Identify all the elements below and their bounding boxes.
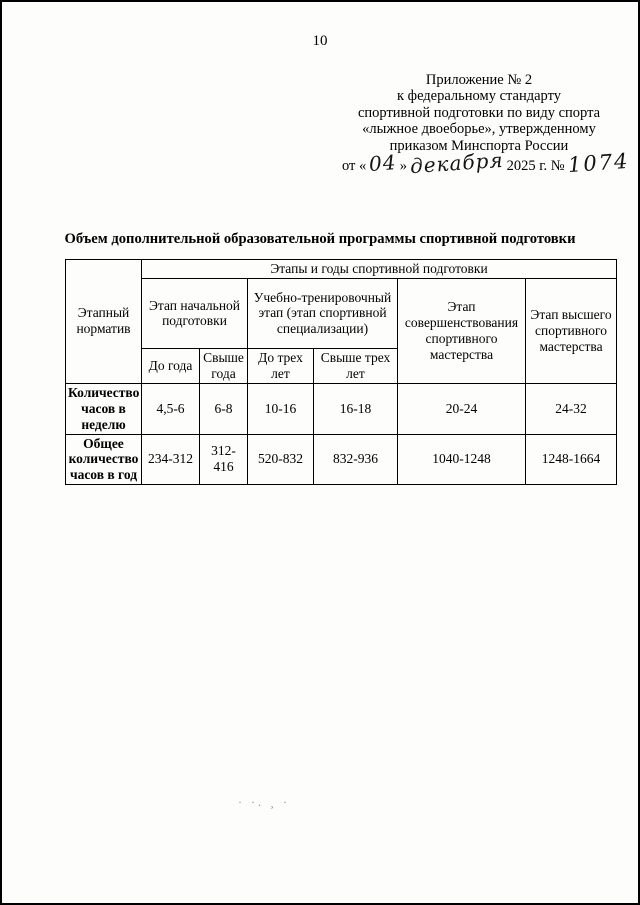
appendix-header xyxy=(342,72,630,185)
sub-header-up-to-three: До трех лет xyxy=(248,348,314,383)
date-prefix: от « xyxy=(342,158,367,175)
table-cell: 1248-1664 xyxy=(526,434,617,485)
page-number: 10 xyxy=(312,33,328,49)
sub-header-over-year: Свыше года xyxy=(200,348,248,383)
table-cell: 24-32 xyxy=(526,383,617,434)
sub-header-up-to-year: До года xyxy=(142,348,200,383)
table-row-hours-per-week xyxy=(66,383,617,434)
group-header-initial-stage: Этап начальной подготовки xyxy=(142,278,248,348)
table-cell: 10-16 xyxy=(248,383,314,434)
table-cell: 520-832 xyxy=(248,434,314,485)
table-cell: 4,5-6 xyxy=(142,383,200,434)
table-row-hours-per-year xyxy=(66,434,617,485)
appendix-line-5: приказом Минспорта России xyxy=(389,137,569,154)
group-header-highest-stage: Этап высшего спортивного мастерства xyxy=(526,278,617,383)
date-year: 2025 г. № xyxy=(506,158,565,175)
document-title: Объем дополнительной образовательной программы спортивной подготовки xyxy=(64,231,576,247)
appendix-line-4: «лыжное двоеборье», утвержденному xyxy=(362,121,596,138)
training-program-table xyxy=(65,259,617,485)
table-cell: 20-24 xyxy=(398,383,526,434)
row-label-hours-per-year: Общее количество часов в год xyxy=(66,434,142,485)
table-cell: 312-416 xyxy=(200,434,248,485)
appendix-line-1: Приложение № 2 xyxy=(425,72,533,88)
group-header-training-stage: Учебно-тренировочный этап (этап спортивной специализации) xyxy=(248,278,398,348)
table-cell: 16-18 xyxy=(314,383,398,434)
table-cell: 1040-1248 xyxy=(398,434,526,485)
appendix-date-line xyxy=(342,147,630,185)
appendix-line-3: спортивной подготовки по виду спорта xyxy=(357,104,601,121)
sub-header-over-three: Свыше трех лет xyxy=(314,348,398,383)
table-cell: 832-936 xyxy=(314,434,398,485)
table-cell: 234-312 xyxy=(142,434,200,485)
group-header-improvement-stage: Этап совершенствования спортивного мастерства xyxy=(398,278,526,383)
handwritten-day: 04 xyxy=(368,150,398,176)
table-top-header: Этапы и годы спортивной подготовки xyxy=(142,260,617,279)
date-close-quote: » xyxy=(399,158,407,175)
table-cell: 6-8 xyxy=(200,383,248,434)
appendix-line-2: к федеральному стандарту xyxy=(397,88,561,105)
handwritten-month: декабря xyxy=(409,147,505,179)
scan-artifact: · ·. ¸ · xyxy=(238,795,290,809)
table-corner-header: Этапный норматив xyxy=(66,260,142,384)
handwritten-number: 1074 xyxy=(566,148,630,178)
row-label-hours-per-week: Количество часов в неделю xyxy=(66,383,142,434)
